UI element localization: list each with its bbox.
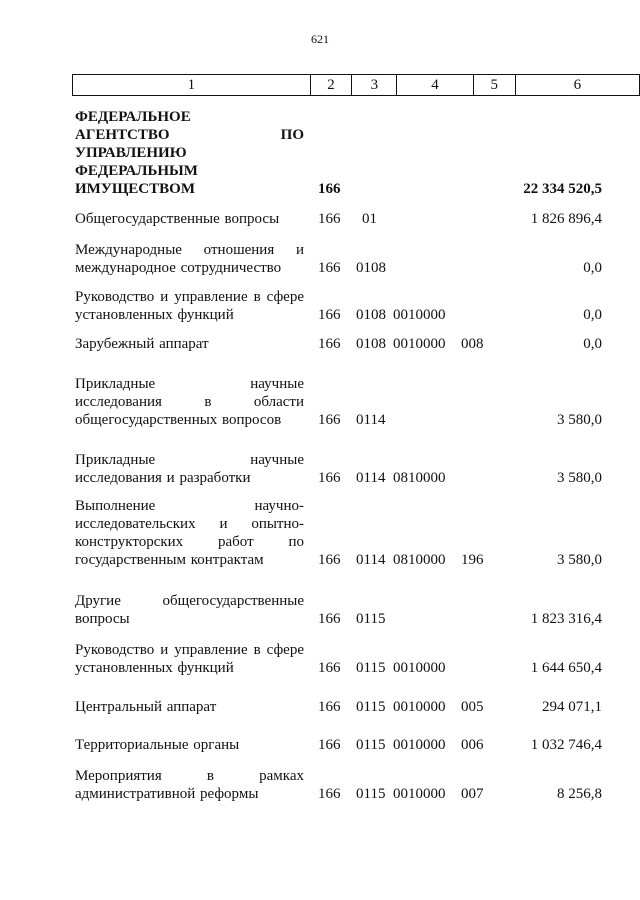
page-number: 621 bbox=[311, 32, 329, 46]
row-sum: 1 823 316,4 bbox=[530, 611, 602, 627]
table-row bbox=[0, 641, 640, 677]
row-section: 0115 bbox=[356, 660, 386, 676]
row-code: 166 bbox=[318, 211, 341, 227]
row-code: 166 bbox=[318, 737, 341, 753]
agency-name-line-3: УПРАВЛЕНИЮ bbox=[75, 145, 187, 161]
row-code: 166 bbox=[318, 470, 341, 486]
row-code: 166 bbox=[318, 260, 341, 276]
column-header-6: 6 bbox=[515, 75, 639, 96]
row-code: 166 bbox=[318, 307, 341, 323]
row-sum: 294 071,1 bbox=[542, 699, 602, 715]
row-sum: 3 580,0 bbox=[557, 470, 602, 486]
column-header-3: 3 bbox=[352, 75, 397, 96]
table-row bbox=[0, 497, 640, 569]
column-header-2: 2 bbox=[310, 75, 352, 96]
row-name: Территориальные органы bbox=[75, 737, 240, 753]
row-name: Мероприятия в рамках административной реформы bbox=[75, 768, 304, 802]
row-section: 0115 bbox=[356, 737, 386, 753]
row-section: 0108 bbox=[356, 336, 386, 352]
table-row bbox=[0, 592, 640, 628]
row-section: 0114 bbox=[356, 552, 386, 568]
column-header-row bbox=[73, 75, 640, 96]
table-row bbox=[0, 767, 640, 803]
column-header-table bbox=[72, 74, 640, 96]
row-section: 0114 bbox=[356, 470, 386, 486]
row-sum: 22 334 520,5 bbox=[523, 181, 602, 197]
table-row bbox=[0, 736, 640, 754]
row-type: 007 bbox=[461, 786, 484, 802]
row-section: 0115 bbox=[356, 699, 386, 715]
column-header-4: 4 bbox=[397, 75, 474, 96]
row-sum: 1 826 896,4 bbox=[530, 211, 602, 227]
row-section: 0108 bbox=[356, 307, 386, 323]
row-name: Центральный аппарат bbox=[75, 699, 217, 715]
row-name: Общегосударственные вопросы bbox=[75, 211, 280, 227]
row-target: 0010000 bbox=[393, 699, 446, 715]
row-code: 166 bbox=[318, 699, 341, 715]
row-name: Руководство и управление в сфере установленных функций bbox=[75, 642, 304, 676]
table-row bbox=[0, 698, 640, 716]
row-section: 0115 bbox=[356, 611, 386, 627]
row-name: Международные отношения и международное сотрудничество bbox=[75, 242, 304, 276]
row-code: 166 bbox=[318, 552, 341, 568]
column-header-1: 1 bbox=[73, 75, 311, 96]
row-type: 008 bbox=[461, 336, 484, 352]
row-type: 196 bbox=[461, 552, 484, 568]
agency-name-line-1: ФЕДЕРАЛЬНОЕ bbox=[75, 109, 191, 125]
row-name: Другие общегосударственные вопросы bbox=[75, 593, 304, 627]
row-section: 0115 bbox=[356, 786, 386, 802]
row-sum: 8 256,8 bbox=[557, 786, 602, 802]
row-sum: 0,0 bbox=[583, 307, 602, 323]
row-type: 006 bbox=[461, 737, 484, 753]
row-target: 0010000 bbox=[393, 786, 446, 802]
row-code: 166 bbox=[318, 336, 341, 352]
row-sum: 1 644 650,4 bbox=[530, 660, 602, 676]
row-target: 0010000 bbox=[393, 737, 446, 753]
row-target: 0010000 bbox=[393, 660, 446, 676]
row-section: 01 bbox=[362, 211, 377, 227]
row-name bbox=[75, 108, 304, 198]
row-section: 0114 bbox=[356, 412, 386, 428]
row-sum: 0,0 bbox=[583, 260, 602, 276]
table-row-agency bbox=[0, 108, 640, 198]
row-code: 166 bbox=[318, 660, 341, 676]
table-row bbox=[0, 335, 640, 353]
agency-name-line-4: ФЕДЕРАЛЬНЫМ bbox=[75, 163, 198, 179]
agency-name-line-5: ИМУЩЕСТВОМ bbox=[75, 181, 195, 197]
table-row bbox=[0, 451, 640, 487]
row-name: Руководство и управление в сфере установленных функций bbox=[75, 289, 304, 323]
row-sum: 3 580,0 bbox=[557, 552, 602, 568]
row-target: 0810000 bbox=[393, 552, 446, 568]
row-target: 0010000 bbox=[393, 307, 446, 323]
row-name: Прикладные научные исследования в области общегосударственных вопросов bbox=[75, 376, 304, 428]
row-name: Прикладные научные исследования и разработки bbox=[75, 452, 304, 486]
column-header-5: 5 bbox=[473, 75, 515, 96]
row-sum: 0,0 bbox=[583, 336, 602, 352]
row-name: Выполнение научно-исследовательских и опытно-конструкторских работ по государственным контрактам bbox=[75, 498, 304, 568]
table-row bbox=[0, 375, 640, 429]
row-code: 166 bbox=[318, 611, 341, 627]
row-target: 0010000 bbox=[393, 336, 446, 352]
row-code: 166 bbox=[318, 786, 341, 802]
row-name: Зарубежный аппарат bbox=[75, 336, 209, 352]
row-sum: 1 032 746,4 bbox=[530, 737, 602, 753]
agency-name-line-2: АГЕНТСТВО ПО bbox=[75, 127, 304, 143]
row-code: 166 bbox=[318, 412, 341, 428]
table-row bbox=[0, 210, 640, 228]
row-section: 0108 bbox=[356, 260, 386, 276]
row-sum: 3 580,0 bbox=[557, 412, 602, 428]
table-row bbox=[0, 288, 640, 324]
row-type: 005 bbox=[461, 699, 484, 715]
row-target: 0810000 bbox=[393, 470, 446, 486]
row-code: 166 bbox=[318, 181, 341, 197]
table-row bbox=[0, 241, 640, 277]
